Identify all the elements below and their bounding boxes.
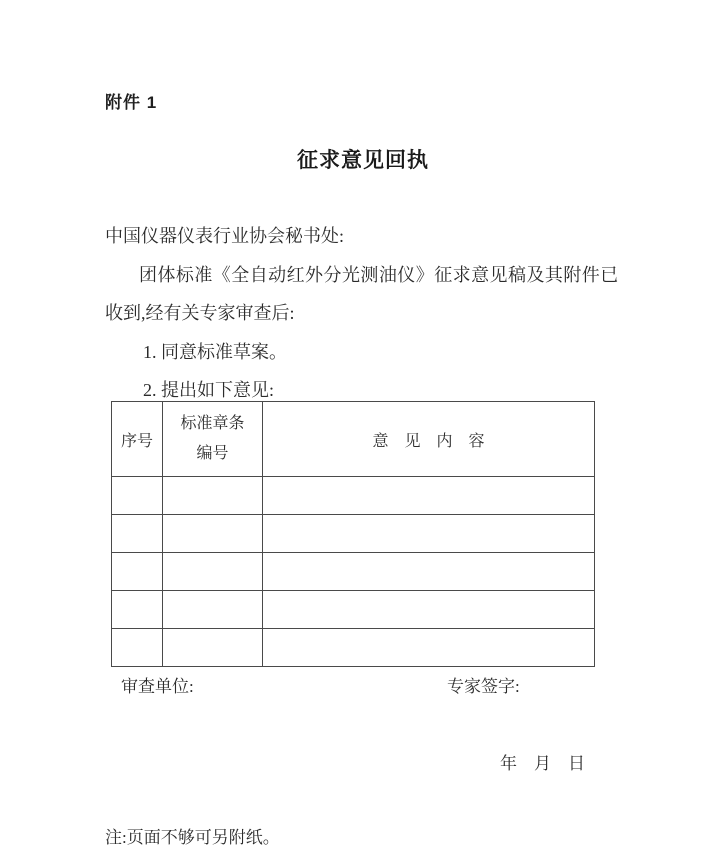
table-row bbox=[112, 591, 595, 629]
header-cell-chapter-line1: 标准章条 bbox=[180, 415, 245, 432]
table-empty-cell bbox=[163, 591, 263, 629]
table-row bbox=[112, 629, 595, 667]
table-empty-cell bbox=[163, 477, 263, 515]
attachment-label: 附件 1 bbox=[105, 93, 158, 112]
table-empty-cell bbox=[263, 477, 595, 515]
table-row bbox=[112, 515, 595, 553]
header-cell-content: 意 见 内 容 bbox=[263, 402, 595, 477]
body-text-block bbox=[105, 217, 622, 410]
table-empty-cell bbox=[263, 515, 595, 553]
review-unit-label: 审查单位: bbox=[121, 677, 194, 696]
list-item-1: 1. 同意标准草案。 bbox=[143, 341, 287, 362]
list-item-2: 2. 提出如下意见: bbox=[143, 380, 275, 400]
document-title: 征求意见回执 bbox=[297, 149, 429, 172]
table-empty-cell bbox=[263, 591, 595, 629]
feedback-table bbox=[111, 401, 595, 667]
header-cell-seq: 序号 bbox=[112, 402, 163, 477]
table-empty-cell bbox=[112, 591, 163, 629]
header-cell-chapter bbox=[163, 402, 263, 477]
table-empty-cell bbox=[112, 515, 163, 553]
date-line: 年 月 日 bbox=[500, 754, 585, 773]
table-row bbox=[112, 553, 595, 591]
paragraph-line-2: 收到,经有关专家审查后: bbox=[105, 303, 295, 323]
footnote: 注:页面不够可另附纸。 bbox=[105, 828, 280, 847]
table-empty-cell bbox=[112, 553, 163, 591]
salutation-line: 中国仪器仪表行业协会秘书处: bbox=[105, 226, 344, 246]
table-empty-cell bbox=[163, 515, 263, 553]
table-empty-cell bbox=[163, 553, 263, 591]
paragraph-line-1: 团体标准《全自动红外分光测油仪》征求意见稿及其附件已 bbox=[139, 264, 619, 285]
header-cell-chapter-line2: 编号 bbox=[196, 445, 229, 462]
table-empty-cell bbox=[263, 629, 595, 667]
table-empty-cell bbox=[163, 629, 263, 667]
table-header-row bbox=[112, 402, 595, 477]
table-empty-cell bbox=[112, 477, 163, 515]
table-empty-cell bbox=[112, 629, 163, 667]
table-empty-cell bbox=[263, 553, 595, 591]
expert-signature-label: 专家签字: bbox=[447, 677, 520, 696]
table-row bbox=[112, 477, 595, 515]
